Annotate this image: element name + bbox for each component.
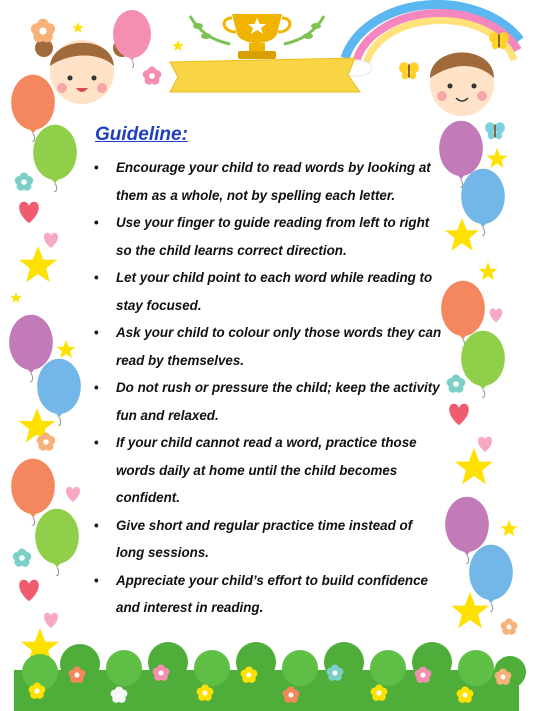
- boy-face-icon: [430, 52, 494, 116]
- bullet-icon: •: [94, 270, 99, 285]
- flower-icon: [447, 375, 466, 393]
- balloon-icon: [35, 509, 79, 578]
- flower-icon: [143, 67, 162, 85]
- butterfly-icon: [485, 122, 505, 139]
- balloon-icon: [461, 331, 505, 400]
- bullet-icon: •: [94, 380, 99, 395]
- bush-icon: [14, 642, 526, 711]
- bullet-icon: •: [94, 160, 99, 175]
- balloon-icon: [461, 169, 505, 238]
- flower-icon: [501, 618, 518, 634]
- heart-icon: [449, 404, 469, 425]
- list-item: [92, 209, 442, 264]
- bullet-icon: •: [94, 435, 99, 450]
- list-item-text: Let your child point to each word while reading to stay focused.: [116, 270, 433, 313]
- heart-icon: [66, 487, 80, 502]
- list-item: [92, 512, 442, 567]
- bullet-icon: •: [94, 517, 99, 533]
- heart-icon: [478, 437, 492, 452]
- star-icon: [500, 520, 517, 536]
- heart-icon: [19, 580, 39, 601]
- star-icon: [57, 340, 76, 358]
- flower-icon: [13, 549, 32, 567]
- heart-icon: [490, 308, 503, 322]
- flower-icon: [31, 19, 55, 43]
- star-icon: [172, 40, 183, 51]
- list-item: [92, 154, 442, 209]
- list-item-text: Do not rush or pressure the child; keep the activity fun and relaxed.: [116, 380, 440, 423]
- heart-icon: [44, 613, 58, 628]
- guideline-content: [92, 124, 442, 622]
- list-item: [92, 374, 442, 429]
- bullet-icon: •: [94, 215, 99, 230]
- list-item-text: Appreciate your child’s effort to build confidence and interest in reading.: [116, 572, 428, 615]
- balloon-icon: [33, 125, 77, 194]
- bullet-icon: •: [94, 325, 99, 340]
- list-item-text: Use your finger to guide reading from left to right so the child learns correct direction.: [116, 215, 430, 258]
- star-icon: [445, 218, 479, 251]
- balloon-icon: [37, 359, 81, 428]
- list-item-text: Give short and regular practice time instead of long sessions.: [116, 517, 413, 560]
- list-item: [92, 319, 442, 374]
- list-item: [92, 567, 442, 622]
- page-title: Guideline:: [95, 124, 188, 145]
- star-icon: [479, 262, 498, 280]
- heart-icon: [44, 233, 58, 248]
- balloon-icon: [469, 545, 513, 614]
- guideline-list: [92, 154, 442, 622]
- star-icon: [10, 292, 21, 303]
- list-item-text: If your child cannot read a word, practice those words daily at home until the child becomes confident.: [116, 435, 417, 505]
- butterfly-icon: [399, 62, 419, 79]
- star-icon: [487, 148, 508, 168]
- butterfly-icon: [489, 32, 509, 49]
- list-item: [92, 429, 442, 512]
- star-icon: [455, 448, 493, 484]
- bullet-icon: •: [94, 572, 99, 588]
- trophy-icon: [170, 14, 360, 92]
- heart-icon: [19, 202, 39, 223]
- flower-icon: [15, 173, 34, 191]
- list-item: [92, 264, 442, 319]
- balloon-icon: [113, 10, 151, 70]
- list-item-text: Encourage your child to read words by looking at them as a whole, not by spelling each letter.: [116, 160, 431, 203]
- list-item-text: Ask your child to colour only those words they can read by themselves.: [116, 325, 442, 368]
- star-icon: [19, 246, 57, 282]
- star-icon: [72, 22, 83, 33]
